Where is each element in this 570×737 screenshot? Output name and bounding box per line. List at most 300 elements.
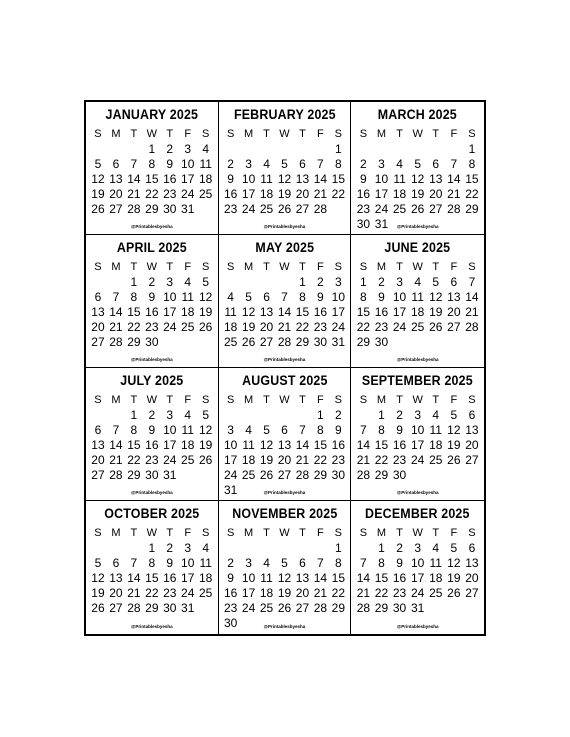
day-number: 26 <box>91 202 105 216</box>
empty-day <box>258 408 276 423</box>
day-number: 27 <box>91 335 105 349</box>
day-number: 30 <box>392 468 407 482</box>
day-number: 20 <box>91 453 105 467</box>
weekday-label: S <box>94 394 102 406</box>
day-number: 19 <box>429 305 443 319</box>
empty-day <box>258 275 276 290</box>
day-number: 26 <box>199 320 213 334</box>
day-number: 4 <box>202 142 210 156</box>
day-number: 27 <box>295 202 310 216</box>
day-number: 11 <box>181 290 194 304</box>
day-number: 10 <box>241 571 256 585</box>
weekday-label: W <box>279 128 290 140</box>
day-number: 13 <box>277 438 292 452</box>
weekday-label: M <box>376 261 387 273</box>
day-number: 25 <box>199 586 213 600</box>
month-day-grid <box>354 526 481 616</box>
weekday-label: F <box>184 128 192 140</box>
weekday-label: S <box>226 261 235 273</box>
day-number: 31 <box>410 601 425 615</box>
day-number: 26 <box>199 453 213 467</box>
day-number: 4 <box>263 556 270 570</box>
empty-day <box>89 408 107 423</box>
day-number: 16 <box>145 438 159 452</box>
day-number: 10 <box>374 172 389 186</box>
day-number: 7 <box>130 556 138 570</box>
day-number: 27 <box>259 335 274 349</box>
day-number: 11 <box>199 157 212 171</box>
day-number: 7 <box>450 157 458 171</box>
day-number: 24 <box>163 453 177 467</box>
day-number: 9 <box>148 423 156 437</box>
day-number: 7 <box>281 290 288 304</box>
day-number: 27 <box>429 202 443 216</box>
day-number: 17 <box>374 187 389 201</box>
month-panel <box>86 102 219 235</box>
day-number: 10 <box>181 157 195 171</box>
weekday-label: M <box>376 527 387 539</box>
month-day-grid <box>354 393 481 483</box>
day-number: 20 <box>109 187 123 201</box>
month-title: MAY 2025 <box>255 240 314 255</box>
day-number: 26 <box>277 202 292 216</box>
day-number: 11 <box>242 438 255 452</box>
day-number: 12 <box>447 423 461 437</box>
day-number: 14 <box>313 571 328 585</box>
empty-day <box>354 142 372 157</box>
day-number: 14 <box>447 172 461 186</box>
day-number: 20 <box>465 438 479 452</box>
day-number: 30 <box>163 202 177 216</box>
day-number: 3 <box>245 556 252 570</box>
weekday-label: M <box>111 527 121 539</box>
day-number: 5 <box>202 408 210 422</box>
month-title: JULY 2025 <box>120 373 184 388</box>
month-title: APRIL 2025 <box>116 240 187 255</box>
day-number: 29 <box>313 468 328 482</box>
month-title: SEPTEMBER 2025 <box>362 373 474 388</box>
day-number: 14 <box>109 438 123 452</box>
day-number: 30 <box>331 468 346 482</box>
day-number: 12 <box>91 571 105 585</box>
empty-day <box>107 142 125 157</box>
month-day-grid <box>222 127 348 217</box>
day-number: 28 <box>295 468 310 482</box>
empty-day <box>107 541 125 556</box>
day-number: 9 <box>396 556 403 570</box>
day-number: 29 <box>127 335 141 349</box>
empty-day <box>311 541 329 556</box>
day-number: 21 <box>447 187 461 201</box>
day-number: 9 <box>227 571 234 585</box>
empty-day <box>240 275 258 290</box>
day-number: 6 <box>281 423 288 437</box>
month-panel <box>86 368 219 501</box>
empty-day <box>258 142 276 157</box>
day-number: 9 <box>317 290 324 304</box>
month-day-grid <box>354 127 481 232</box>
month-title: JUNE 2025 <box>384 240 451 255</box>
day-number: 23 <box>331 453 346 467</box>
day-number: 25 <box>410 320 425 334</box>
day-number: 28 <box>127 202 141 216</box>
day-number: 12 <box>429 290 443 304</box>
day-number: 11 <box>199 556 212 570</box>
day-number: 26 <box>91 601 105 615</box>
day-number: 4 <box>263 157 270 171</box>
day-number: 29 <box>331 601 346 615</box>
day-number: 1 <box>148 142 156 156</box>
day-number: 20 <box>447 305 461 319</box>
day-number: 1 <box>317 408 324 422</box>
day-number: 18 <box>392 187 407 201</box>
day-number: 21 <box>313 187 328 201</box>
day-number: 27 <box>109 202 123 216</box>
weekday-label: F <box>450 527 458 539</box>
empty-day <box>311 142 329 157</box>
weekday-label: W <box>412 394 423 406</box>
day-number: 7 <box>112 423 120 437</box>
day-number: 8 <box>360 290 367 304</box>
day-number: 29 <box>127 468 141 482</box>
month-panel <box>351 235 484 368</box>
weekday-label: M <box>111 394 121 406</box>
day-number: 9 <box>227 172 234 186</box>
day-number: 13 <box>91 438 105 452</box>
day-number: 15 <box>127 305 141 319</box>
day-number: 14 <box>313 172 328 186</box>
day-number: 17 <box>223 453 238 467</box>
day-number: 8 <box>317 423 324 437</box>
day-number: 30 <box>313 335 328 349</box>
day-number: 20 <box>465 571 479 585</box>
day-number: 28 <box>109 468 123 482</box>
day-number: 6 <box>112 556 120 570</box>
day-number: 6 <box>468 408 476 422</box>
day-number: 2 <box>227 556 234 570</box>
day-number: 7 <box>360 556 367 570</box>
empty-day <box>391 142 409 157</box>
day-number: 10 <box>223 438 238 452</box>
day-number: 4 <box>184 408 192 422</box>
weekday-label: F <box>317 261 324 273</box>
day-number: 22 <box>465 187 479 201</box>
month-panel <box>351 102 484 235</box>
day-number: 21 <box>109 453 123 467</box>
day-number: 15 <box>331 571 346 585</box>
day-number: 5 <box>94 556 102 570</box>
weekday-label: T <box>166 394 174 406</box>
weekday-label: W <box>412 527 423 539</box>
weekday-label: S <box>226 128 235 140</box>
empty-day <box>354 541 372 556</box>
weekday-label: T <box>263 261 270 273</box>
day-number: 16 <box>145 305 159 319</box>
empty-day <box>409 142 427 157</box>
day-number: 25 <box>392 202 407 216</box>
day-number: 18 <box>410 305 425 319</box>
day-number: 7 <box>299 423 306 437</box>
day-number: 9 <box>378 290 385 304</box>
day-number: 30 <box>145 468 159 482</box>
empty-day <box>222 275 240 290</box>
day-number: 16 <box>374 305 389 319</box>
weekday-label: F <box>450 128 458 140</box>
month-title: JANUARY 2025 <box>105 107 199 122</box>
weekday-label: S <box>226 394 235 406</box>
weekday-label: T <box>130 394 138 406</box>
day-number: 18 <box>259 187 274 201</box>
day-number: 10 <box>410 423 425 437</box>
weekday-label: T <box>263 527 270 539</box>
day-number: 24 <box>410 586 425 600</box>
empty-day <box>445 142 463 157</box>
day-number: 11 <box>429 423 442 437</box>
weekday-label: M <box>111 261 121 273</box>
weekday-label: F <box>317 128 324 140</box>
day-number: 13 <box>91 305 105 319</box>
day-number: 29 <box>356 335 371 349</box>
month-day-grid <box>354 260 481 350</box>
day-number: 29 <box>295 335 310 349</box>
day-number: 29 <box>465 202 479 216</box>
day-number: 1 <box>468 142 476 156</box>
watermark-text: @Printablesbyesha <box>396 490 439 495</box>
empty-day <box>107 275 125 290</box>
weekday-label: S <box>94 128 102 140</box>
day-number: 30 <box>356 217 371 231</box>
day-number: 25 <box>181 320 195 334</box>
day-number: 13 <box>447 290 461 304</box>
watermark-text: @Printablesbyesha <box>396 357 439 362</box>
day-number: 10 <box>331 290 346 304</box>
day-number: 28 <box>277 335 292 349</box>
day-number: 8 <box>130 423 138 437</box>
weekday-label: T <box>166 128 174 140</box>
weekday-label: F <box>317 527 324 539</box>
day-number: 11 <box>393 172 406 186</box>
day-number: 13 <box>259 305 274 319</box>
weekday-label: F <box>184 394 192 406</box>
month-panel <box>351 368 484 501</box>
weekday-label: T <box>263 394 270 406</box>
weekday-label: T <box>130 261 138 273</box>
day-number: 2 <box>148 408 156 422</box>
day-number: 17 <box>331 305 346 319</box>
day-number: 22 <box>331 187 346 201</box>
day-number: 31 <box>331 335 346 349</box>
weekday-label: S <box>202 261 210 273</box>
weekday-label: T <box>299 394 306 406</box>
day-number: 3 <box>414 408 421 422</box>
day-number: 24 <box>331 320 346 334</box>
day-number: 30 <box>223 616 238 630</box>
day-number: 9 <box>166 556 174 570</box>
day-number: 8 <box>335 157 342 171</box>
day-number: 1 <box>335 142 342 156</box>
day-number: 26 <box>447 453 461 467</box>
empty-day <box>125 142 143 157</box>
day-number: 22 <box>127 320 141 334</box>
day-number: 23 <box>374 320 389 334</box>
day-number: 6 <box>94 290 102 304</box>
day-number: 18 <box>181 305 195 319</box>
empty-day <box>240 541 258 556</box>
day-number: 22 <box>295 320 310 334</box>
day-number: 28 <box>313 202 328 216</box>
empty-day <box>240 408 258 423</box>
day-number: 9 <box>396 423 403 437</box>
day-number: 22 <box>331 586 346 600</box>
month-day-grid <box>89 393 215 483</box>
day-number: 20 <box>91 320 105 334</box>
day-number: 23 <box>313 320 328 334</box>
empty-day <box>222 541 240 556</box>
weekday-label: F <box>317 394 324 406</box>
day-number: 4 <box>202 541 210 555</box>
day-number: 7 <box>112 290 120 304</box>
day-number: 23 <box>392 453 407 467</box>
day-number: 11 <box>224 305 237 319</box>
watermark-text: @Printablesbyesha <box>263 490 306 495</box>
day-number: 6 <box>432 157 440 171</box>
weekday-label: S <box>202 527 210 539</box>
weekday-label: T <box>432 394 440 406</box>
day-number: 21 <box>465 305 479 319</box>
day-number: 2 <box>378 275 385 289</box>
day-number: 20 <box>295 586 310 600</box>
day-number: 20 <box>295 187 310 201</box>
watermark-text: @Printablesbyesha <box>131 490 173 495</box>
day-number: 30 <box>163 601 177 615</box>
day-number: 24 <box>374 202 389 216</box>
weekday-label: S <box>334 394 343 406</box>
month-panel <box>219 501 352 634</box>
day-number: 27 <box>465 453 479 467</box>
weekday-label: S <box>359 128 368 140</box>
empty-day <box>427 142 445 157</box>
day-number: 4 <box>184 275 192 289</box>
day-number: 24 <box>181 187 195 201</box>
day-number: 13 <box>295 172 310 186</box>
day-number: 16 <box>163 571 177 585</box>
day-number: 25 <box>223 335 238 349</box>
day-number: 7 <box>317 556 324 570</box>
day-number: 8 <box>148 556 156 570</box>
empty-day <box>276 275 294 290</box>
day-number: 23 <box>145 320 159 334</box>
day-number: 25 <box>181 453 195 467</box>
month-title: MARCH 2025 <box>378 107 458 122</box>
weekday-label: M <box>111 128 121 140</box>
day-number: 26 <box>241 335 256 349</box>
weekday-label: M <box>244 261 254 273</box>
watermark-text: @Printablesbyesha <box>131 224 173 229</box>
empty-day <box>89 275 107 290</box>
day-number: 14 <box>295 438 310 452</box>
day-number: 7 <box>317 157 324 171</box>
day-number: 4 <box>414 275 421 289</box>
day-number: 12 <box>259 438 274 452</box>
empty-day <box>240 142 258 157</box>
watermark-text: @Printablesbyesha <box>263 224 306 229</box>
day-number: 16 <box>392 438 407 452</box>
day-number: 15 <box>374 571 389 585</box>
day-number: 3 <box>245 157 252 171</box>
month-title: DECEMBER 2025 <box>365 506 470 521</box>
day-number: 2 <box>148 275 156 289</box>
day-number: 2 <box>227 157 234 171</box>
day-number: 10 <box>181 556 195 570</box>
day-number: 19 <box>447 438 461 452</box>
day-number: 1 <box>335 541 342 555</box>
watermark-text: @Printablesbyesha <box>396 224 439 229</box>
day-number: 14 <box>127 571 141 585</box>
day-number: 21 <box>356 453 371 467</box>
day-number: 17 <box>163 305 177 319</box>
day-number: 1 <box>148 541 156 555</box>
day-number: 21 <box>127 586 141 600</box>
day-number: 3 <box>166 275 174 289</box>
day-number: 23 <box>356 202 371 216</box>
day-number: 11 <box>181 423 194 437</box>
day-number: 17 <box>241 187 256 201</box>
day-number: 11 <box>429 556 442 570</box>
day-number: 25 <box>259 202 274 216</box>
weekday-label: M <box>244 527 254 539</box>
day-number: 14 <box>109 305 123 319</box>
month-day-grid <box>222 526 348 631</box>
day-number: 5 <box>450 408 458 422</box>
day-number: 12 <box>199 423 213 437</box>
day-number: 7 <box>130 157 138 171</box>
day-number: 28 <box>356 468 371 482</box>
day-number: 15 <box>295 305 310 319</box>
day-number: 24 <box>392 320 407 334</box>
day-number: 31 <box>374 217 389 231</box>
day-number: 18 <box>259 586 274 600</box>
day-number: 25 <box>259 601 274 615</box>
weekday-label: F <box>184 261 192 273</box>
day-number: 8 <box>130 290 138 304</box>
day-number: 19 <box>259 453 274 467</box>
day-number: 18 <box>241 453 256 467</box>
day-number: 15 <box>331 172 346 186</box>
weekday-label: F <box>450 261 458 273</box>
day-number: 4 <box>432 408 440 422</box>
day-number: 31 <box>181 601 195 615</box>
day-number: 15 <box>465 172 479 186</box>
day-number: 6 <box>299 157 306 171</box>
day-number: 26 <box>259 468 274 482</box>
day-number: 6 <box>468 541 476 555</box>
empty-day <box>258 541 276 556</box>
weekday-label: S <box>468 394 476 406</box>
month-panel <box>219 368 352 501</box>
day-number: 16 <box>331 438 346 452</box>
day-number: 7 <box>468 275 476 289</box>
day-number: 28 <box>127 601 141 615</box>
day-number: 18 <box>199 172 213 186</box>
day-number: 25 <box>429 586 443 600</box>
empty-day <box>276 408 294 423</box>
day-number: 26 <box>410 202 425 216</box>
day-number: 20 <box>429 187 443 201</box>
day-number: 13 <box>465 556 479 570</box>
day-number: 28 <box>465 320 479 334</box>
day-number: 5 <box>414 157 421 171</box>
day-number: 13 <box>109 172 123 186</box>
